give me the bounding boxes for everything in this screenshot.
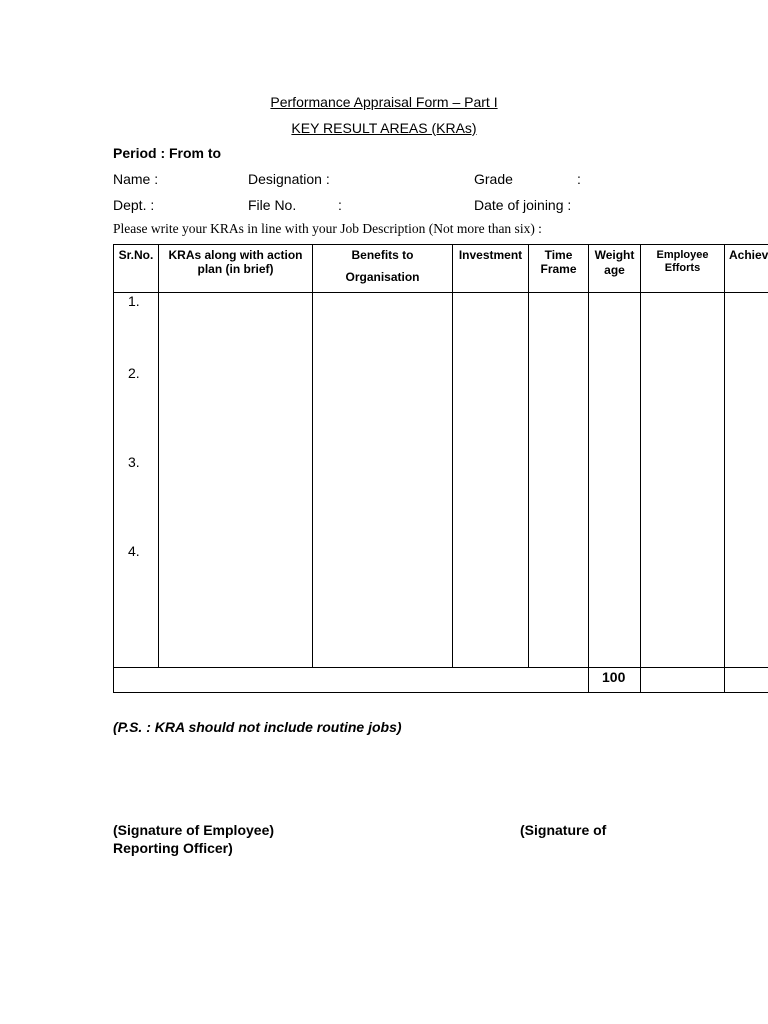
file-no-label: File No. (248, 197, 297, 213)
header-effort-line2: Efforts (664, 262, 701, 274)
designation-label: Designation : (248, 171, 330, 187)
table-border-top (113, 244, 768, 245)
header-achievement: Achiev (729, 248, 768, 262)
header-investment: Investment (458, 248, 523, 262)
header-weight-line2: age (604, 263, 625, 277)
date-of-joining-label: Date of joining : (474, 197, 572, 213)
file-no-colon: : (338, 197, 342, 213)
header-time-line2: Frame (540, 262, 577, 276)
col-divider-3 (452, 244, 453, 668)
ps-note: (P.S. : KRA should not include routine jobs) (113, 719, 402, 735)
table-border-bottom (113, 692, 768, 693)
row-number-4: 4. (128, 543, 140, 559)
header-effort-line1: Employee (656, 249, 709, 261)
kra-table (113, 244, 768, 693)
col-divider-5 (588, 244, 589, 693)
col-divider-7 (724, 244, 725, 693)
col-divider-1 (158, 244, 159, 668)
form-title: Performance Appraisal Form – Part I (270, 94, 498, 110)
header-time-line1: Time (544, 248, 573, 262)
dept-label: Dept. : (113, 197, 155, 213)
officer-signature-label-line2: Reporting Officer) (113, 840, 233, 856)
table-border-left (113, 244, 114, 693)
grade-colon: : (577, 171, 581, 187)
form-subtitle: KEY RESULT AREAS (KRAs) (291, 120, 477, 136)
employee-signature-label: (Signature of Employee) (113, 822, 275, 838)
header-kras-line2: plan (in brief) (197, 262, 274, 276)
col-divider-4 (528, 244, 529, 668)
table-header-divider (113, 292, 768, 293)
table-total-divider (113, 667, 768, 668)
header-benefits-line1: Benefits to (351, 248, 414, 262)
row-number-1: 1. (128, 293, 140, 309)
grade-label: Grade (474, 171, 513, 187)
header-sr-no: Sr.No. (118, 248, 154, 262)
instruction-text: Please write your KRAs in line with your Job Description (Not more than six) : (113, 221, 542, 236)
header-benefits-line2: Organisation (345, 270, 420, 284)
row-number-2: 2. (128, 365, 140, 381)
header-kras-line1: KRAs along with action (168, 248, 303, 262)
name-label: Name : (113, 171, 159, 187)
col-divider-2 (312, 244, 313, 668)
officer-signature-label-line1: (Signature of (520, 822, 607, 838)
header-weight-line1: Weight (594, 248, 635, 262)
period-label: Period : From to (113, 145, 222, 161)
weightage-total: 100 (602, 669, 626, 685)
col-divider-6 (640, 244, 641, 693)
row-number-3: 3. (128, 454, 140, 470)
